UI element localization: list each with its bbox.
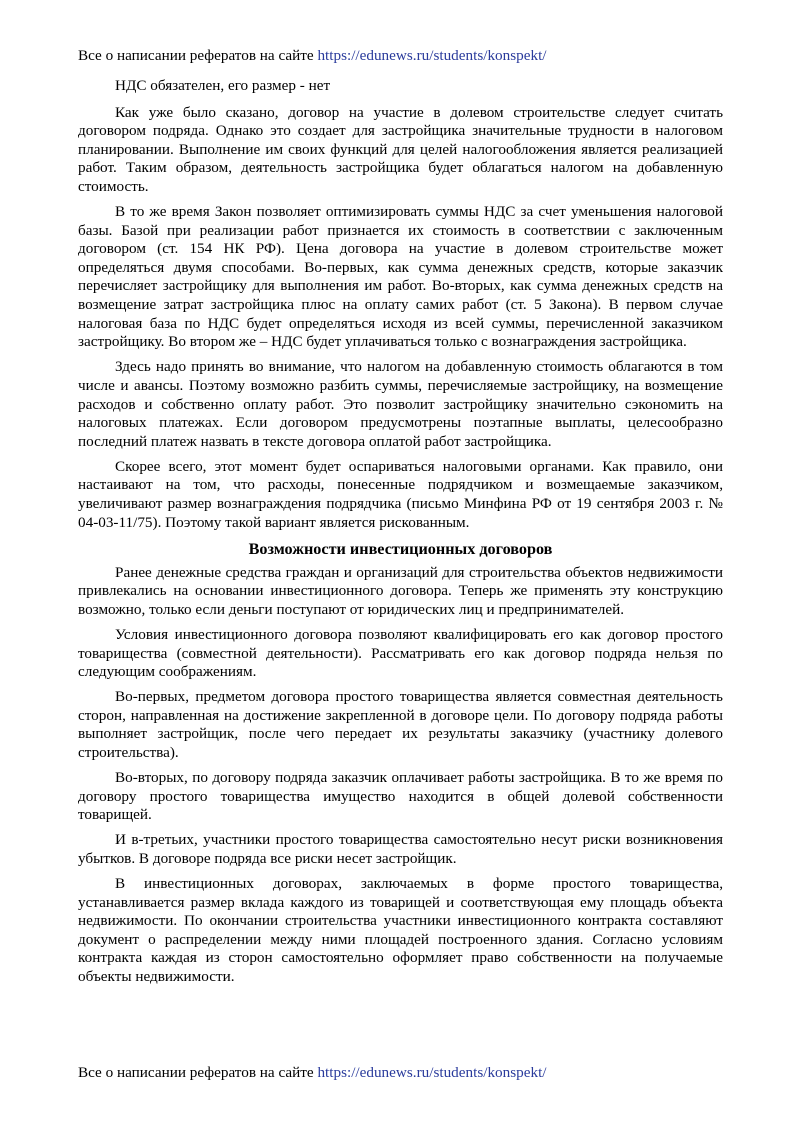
header-text: Все о написании рефератов на сайте [78,47,318,64]
header-link[interactable]: https://edunews.ru/students/konspekt/ [317,47,547,64]
paragraph-6: Ранее денежные средства граждан и организаций для строительства объектов недвижимости привлекались на основании инвестиционного договора. Теперь же применять эту конструкцию возможно, только если деньги поступают от юридических лиц и предпринимателей. [78,563,723,618]
page-footer [78,1063,723,1082]
paragraph-2: Как уже было сказано, договор на участие в долевом строительстве следует считать договором подряда. Однако это создает для застройщика значительные трудности в налоговом планировании. Выполнение им своих функций для целей налогообложения является реализацией работ. Таким образом, деятельность застройщика будет облагаться налогом на добавленную стоимость. [78,103,723,195]
paragraph-3: В то же время Закон позволяет оптимизировать суммы НДС за счет уменьшения налоговой базы. Базой при реализации работ признается их стоимость в соответствии с заключенным договором (ст. 154 НК РФ). Цена договора на участие в долевом строительстве может определяться двумя способами. Во-первых, как сумма денежных средств, которые заказчик перечисляет застройщику для выполнения им работ. Во-вторых, как сумма денежных средств на возмещение затрат застройщика плюс на оплату самих работ (ст. 5 Закона). В первом случае налоговая база по НДС будет определяться исходя из всей суммы, перечисленной заказчиком застройщику. Во втором же – НДС будет уплачиваться только с вознаграждения застройщика. [78,203,723,351]
page-header [78,46,723,65]
footer-text: Все о написании рефератов на сайте [78,1064,318,1081]
paragraph-10: И в-третьих, участники простого товарищества самостоятельно несут риски возникновения убытков. В договоре подряда все риски несет застройщик. [78,831,723,867]
paragraph-7: Условия инвестиционного договора позволяют квалифицировать его как договор простого товарищества (совместной деятельности). Рассматривать его как договор подряда нельзя по следующим соображениям. [78,625,723,681]
paragraph-9: Во-вторых, по договору подряда заказчик оплачивает работы застройщика. В то же время по договору простого товарищества имущество находится в общей долевой собственности товарищей. [78,769,723,824]
paragraph-vat-title: НДС обязателен, его размер - нет [115,77,331,94]
paragraph-8: Во-первых, предметом договора простого товарищества является совместная деятельность сторон, направленная на достижение закрепленной в договоре цели. По договору подряда работы выполняет застройщик, после чего передает их результаты заказчику (участнику долевого строительства). [78,688,723,761]
paragraph-11: В инвестиционных договорах, заключаемых в форме простого товарищества, устанавливается размер вклада каждого из товарищей и соответствующая ему площадь объекта недвижимости. По окончании строительства участники инвестиционного контракта составляют документ о распределении между ними площадей построенного здания. Согласно условиям контракта каждая из сторон самостоятельно оформляет право собственности на получаемые объекты недвижимости. [78,875,723,986]
footer-link[interactable]: https://edunews.ru/students/konspekt/ [317,1064,547,1081]
paragraph-5: Скорее всего, этот момент будет оспариваться налоговыми органами. Как правило, они настаивают на том, что расходы, понесенные подрядчиком и возмещаемые заказчиком, увеличивают размер вознаграждения подрядчика (письмо Минфина РФ от 19 сентября 2003 г. № 04-03-11/75). Поэтому такой вариант является рискованным. [78,457,723,531]
paragraph-4: Здесь надо принять во внимание, что налогом на добавленную стоимость облагаются в том числе и авансы. Поэтому возможно разбить суммы, перечисляемые застройщику, на возмещение расходов и собственно оплату работ. Это позволит застройщику значительно сэкономить на налоговых платежах. Если договором предусмотрены поэтапные выплаты, целесообразно последний платеж назвать в тексте договора оплатой работ застройщика. [78,358,723,450]
section-heading: Возможности инвестиционных договоров [248,539,553,558]
document-body [78,77,723,993]
